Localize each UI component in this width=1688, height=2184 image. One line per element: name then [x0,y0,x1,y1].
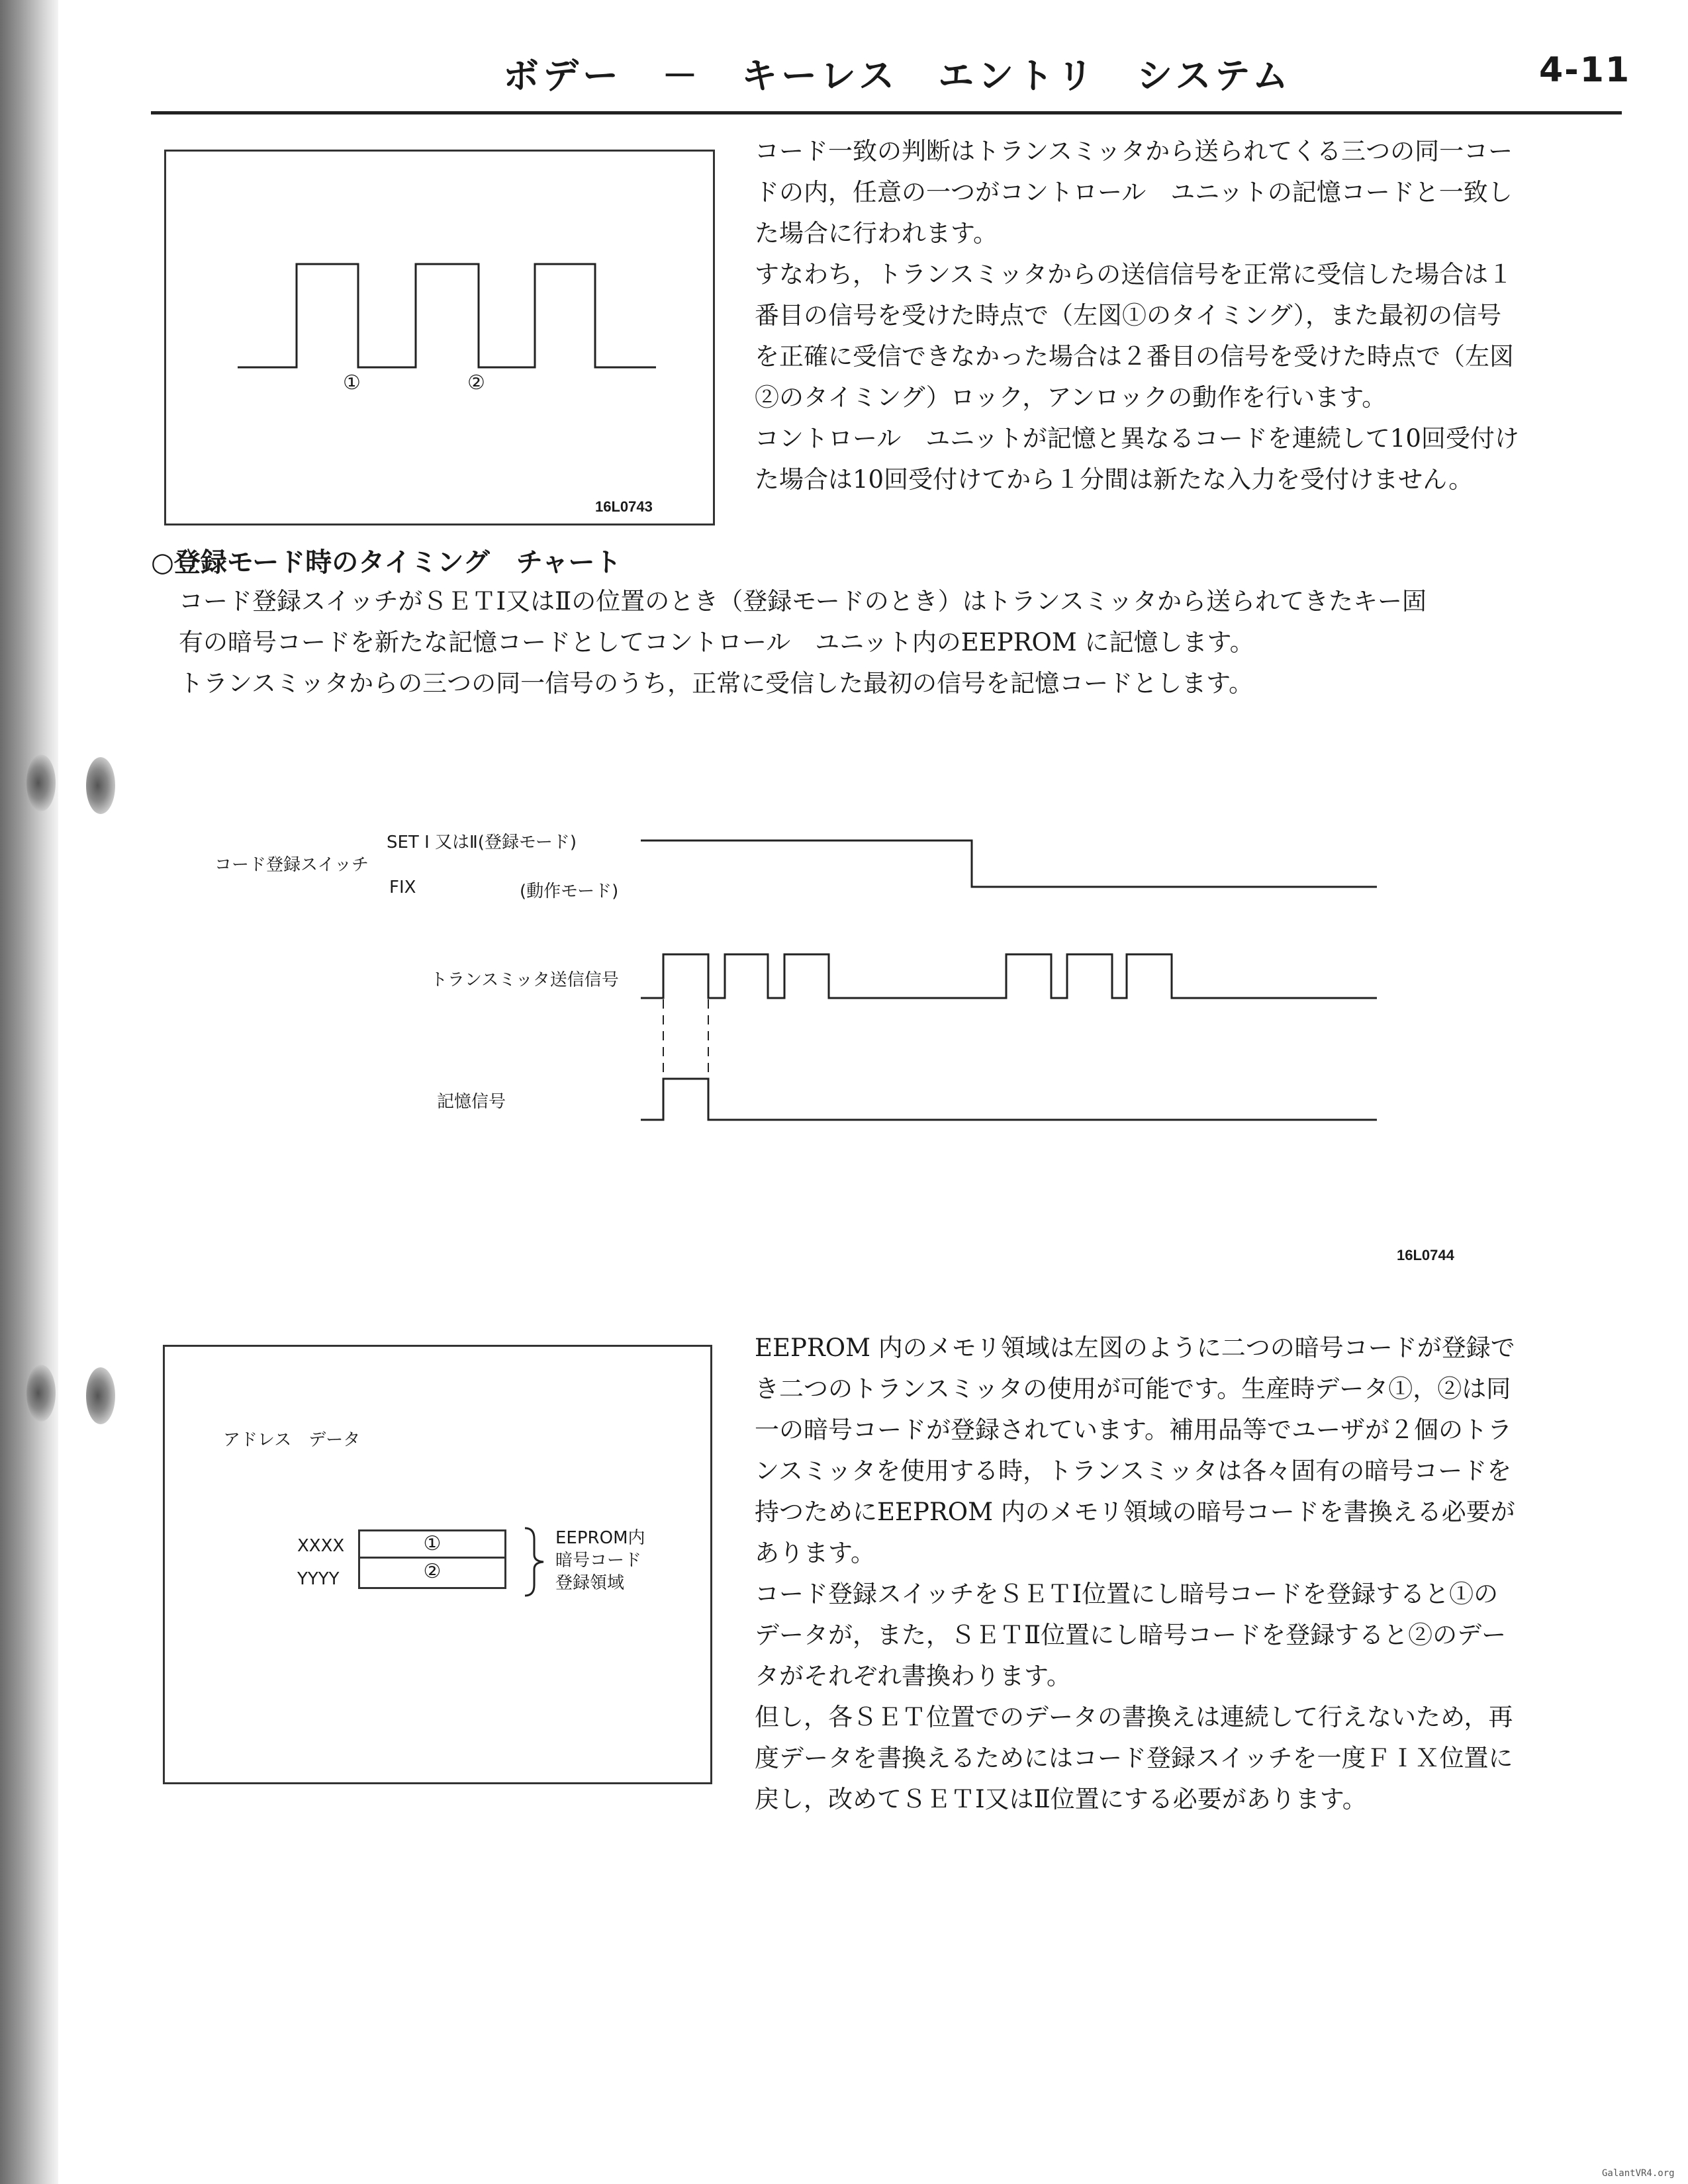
text-line: ②のタイミング）ロック，アンロックの動作を行います。 [755,383,1387,412]
text-line: コード一致の判断はトランスミッタから送られてくる三つの同一コー [755,137,1513,165]
region-label-line: 暗号コード [555,1551,642,1570]
text-line: 但し，各ＳＥＴ位置でのデータの書換えは連続して行えないため，再 [755,1703,1513,1731]
text-line: データが，また，ＳＥＴⅡ位置にし暗号コードを登録すると②のデー [755,1621,1507,1649]
text-line: た場合に行われます。 [755,219,998,248]
page-title: ボデー － キーレス エントリ システム [503,55,1292,97]
text-line: 戻し，改めてＳＥＴⅠ又はⅡ位置にする必要があります。 [755,1785,1367,1813]
timing-marker-1: ① [343,371,361,394]
address-xxxx: XXXX [297,1536,345,1556]
text-line: 度データを書換えるためにはコード登録スイッチを一度ＦＩＸ位置に [755,1744,1513,1772]
binding-spine [0,0,58,2184]
fix-mode-label: (動作モード) [520,882,619,901]
header-rule [151,111,1622,114]
pulse-waveform-diagram [166,152,713,523]
address-yyyy: YYYY [297,1569,340,1589]
text-line: 番目の信号を受けた時点で（左図①のタイミング），また最初の信号 [755,301,1502,330]
text-line: を正確に受信できなかった場合は２番目の信号を受けた時点で（左図 [755,342,1514,371]
fix-label: FIX [389,878,416,897]
pulse-waveform [238,264,656,367]
text-line: コントロール ユニットが記憶と異なるコードを連続して10回受付け [755,424,1519,453]
explanation-paragraph-2 [755,1328,1622,1820]
region-label-line: EEPROM内 [555,1528,645,1548]
transmitter-signal-line [641,954,1377,998]
switch-signal-line [641,841,1377,887]
text-line: 持つためにEEPROM 内のメモリ領域の暗号コードを書換える必要が [755,1498,1515,1526]
binder-hole-1 [26,754,56,811]
set-mode-label: SET Ⅰ 又はⅡ(登録モード) [387,833,577,852]
brace-icon [522,1525,549,1598]
memory-signal-line [641,1079,1377,1120]
binder-hole-4 [86,1367,115,1424]
text-line: トランスミッタからの三つの同一信号のうち，正常に受信した最初の信号を記憶コードとします。 [179,669,1254,698]
figure-code: 16L0744 [1397,1247,1454,1263]
memory-signal-label: 記憶信号 [437,1092,506,1112]
memory-map-header: アドレス データ [223,1430,361,1450]
text-line: き二つのトランスミッタの使用が可能です。生産時データ①，②は同 [755,1375,1511,1403]
figure-pulse-timing [164,150,715,525]
text-line: あります。 [755,1539,876,1567]
section-intro [179,581,1622,704]
transmitter-signal-label: トランスミッタ送信信号 [430,970,619,990]
region-label-line: 登録領域 [555,1573,625,1593]
text-line: 有の暗号コードを新たな記憶コードとしてコントロール ユニット内のEEPROM に記憶します。 [179,628,1254,657]
timing-marker-2: ② [467,371,485,394]
figure-eeprom-map [163,1345,712,1784]
figure-code: 16L0743 [595,498,653,515]
text-line: すなわち，トランスミッタからの送信信号を正常に受信した場合は１ [755,260,1513,289]
section-heading: ○登録モード時のタイミング チャート [151,547,622,578]
text-line: 一の暗号コードが登録されています。補用品等でユーザが２個のトラ [755,1416,1513,1444]
page-number: 4-11 [1539,50,1631,90]
switch-label: コード登録スイッチ [214,855,369,875]
text-line: コード登録スイッチをＳＥＴⅠ位置にし暗号コードを登録すると①の [755,1580,1499,1608]
memory-cell-1: ① [358,1529,506,1559]
explanation-paragraph-1 [755,131,1622,500]
region-label [555,1527,645,1594]
text-line: タがそれぞれ書換わります。 [755,1662,1072,1690]
text-line: ドの内，任意の一つがコントロール ユニットの記憶コードと一致し [755,178,1513,206]
binder-hole-2 [86,757,115,814]
memory-cell-2: ② [358,1559,506,1589]
text-line: た場合は10回受付けてから１分間は新たな入力を受付けません。 [755,465,1474,494]
text-line: EEPROM 内のメモリ領域は左図のように二つの暗号コードが登録で [755,1334,1515,1362]
binder-hole-3 [26,1365,56,1422]
watermark: GalantVR4.org [1602,2168,1675,2179]
text-line: コード登録スイッチがＳＥＴⅠ又はⅡの位置のとき（登録モードのとき）はトランスミッタから送られてきたキー固 [179,587,1427,615]
text-line: ンスミッタを使用する時，トランスミッタは各々固有の暗号コードを [755,1457,1512,1485]
